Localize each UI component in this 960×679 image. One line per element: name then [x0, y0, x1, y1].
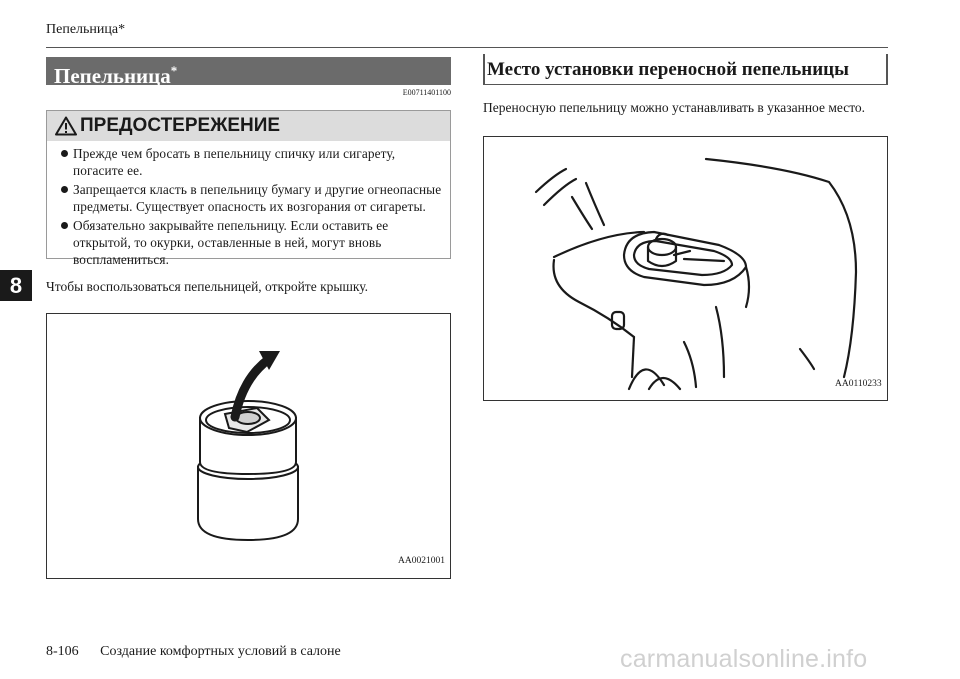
instruction-text: Чтобы воспользоваться пепельницей, откройте крышку. [46, 279, 368, 294]
warning-box [46, 110, 451, 267]
warning-triangle-icon [55, 116, 77, 136]
page-number: 8-106 [46, 644, 79, 659]
warning-list [47, 145, 450, 268]
footer-chapter-title: Создание комфортных условий в салоне [100, 644, 341, 659]
warning-item: Запрещается класть в пепельницу бумагу и другие огнеопасные предметы. Существует опасность их возгорания от сигареты. [61, 181, 444, 215]
location-figure [483, 136, 888, 401]
warning-header [47, 111, 450, 141]
section-title-mark: * [170, 63, 178, 78]
chapter-number: 8 [9, 272, 23, 298]
page-footer [46, 644, 341, 660]
header-divider [46, 47, 888, 48]
ashtray-illustration [47, 314, 450, 578]
section-title-ashtray [46, 57, 451, 88]
warning-item: Прежде чем бросать в пепельницу спичку или сигарету, погасите ее. [61, 145, 444, 179]
section-title-location: Место установки переносной пепельницы [483, 54, 888, 85]
running-header: Пепельница* [46, 22, 126, 37]
warning-title: ПРЕДОСТЕРЕЖЕНИЕ [80, 115, 281, 136]
figure-code: AA0110233 [835, 379, 882, 389]
figure-code: AA0021001 [398, 556, 445, 566]
ashtray-figure [46, 313, 451, 579]
console-illustration [484, 137, 887, 400]
section-title-text: Пепельница [54, 64, 171, 88]
warning-item: Обязательно закрывайте пепельницу. Если оставить ее открытой, то окурки, оставленные в ней, могут вновь воспламениться. [61, 217, 444, 268]
location-instruction-text: Переносную пепельницу можно устанавливать в указанное место. [483, 100, 866, 115]
document-code: E00711401100 [402, 88, 451, 97]
chapter-tab [0, 270, 32, 301]
watermark: carmanualsonline.info [620, 645, 868, 673]
